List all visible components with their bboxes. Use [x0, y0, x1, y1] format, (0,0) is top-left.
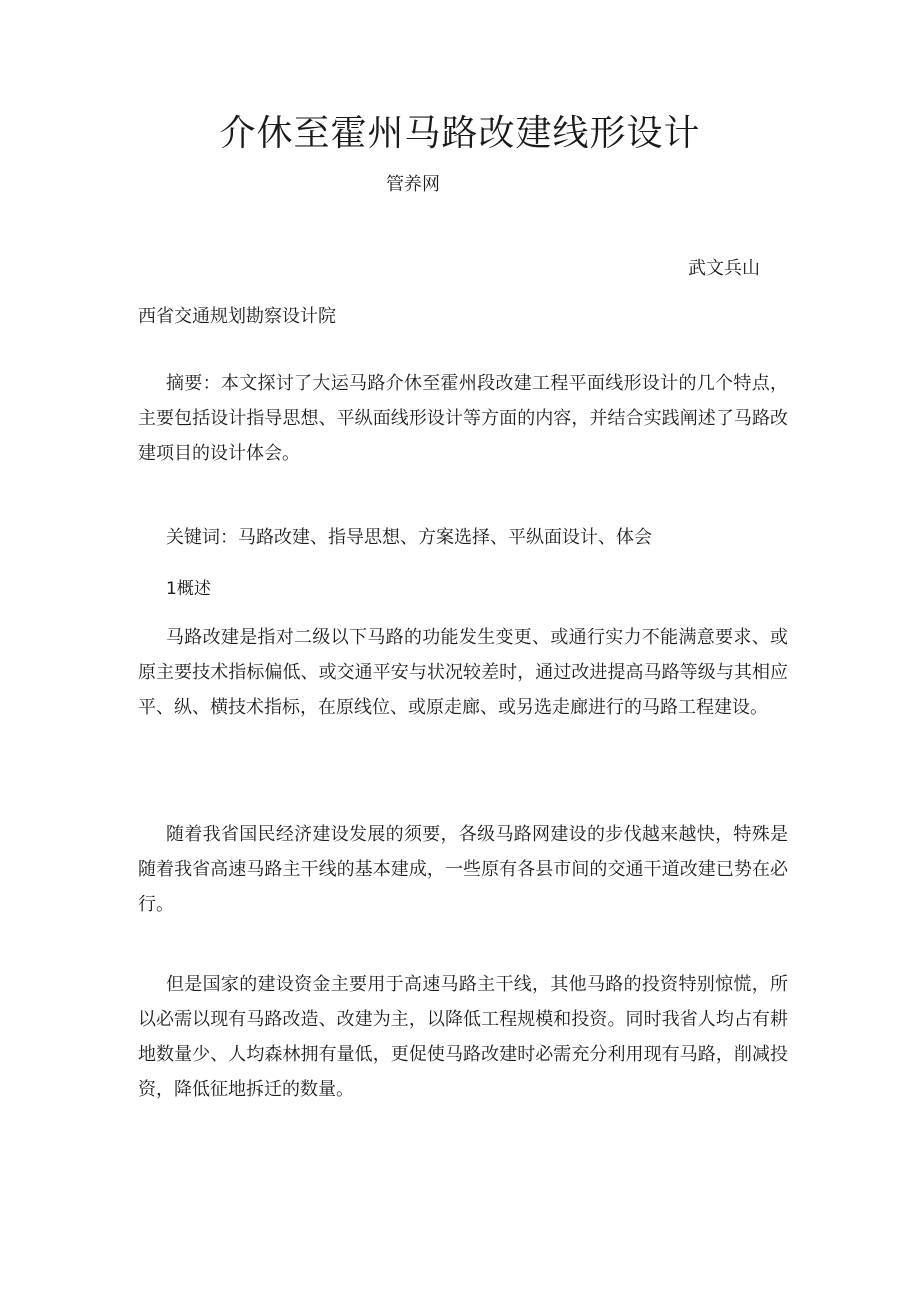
section-heading: 1概述	[166, 579, 211, 599]
source-label: 管养网	[386, 174, 440, 195]
body-paragraph: 随着我省国民经济建设发展的须要，各级马路网建设的步伐越来越快，特殊是随着我省高速马路主干线的基本建成，一些原有各县市间的交通干道改建已势在必行。	[138, 824, 788, 915]
body-paragraph: 马路改建是指对二级以下马路的功能发生变更、或通行实力不能满意要求、或原主要技术指标偏低、或交通平安与状况较差时，通过改进提高马路等级与其相应平、纵、横技术指标，在原线位、或原走廊、或另选走廊进行的马路工程建设。	[138, 627, 788, 718]
keywords-line: 关键词：马路改建、指导思想、方案选择、平纵面设计、体会	[166, 527, 652, 548]
body-paragraph: 但是国家的建设资金主要用于高速马路主干线，其他马路的投资特别惊慌，所以必需以现有马路改造、改建为主，以降低工程规模和投资。同时我省人均占有耕地数量少、人均森林拥有量低，更促使马路改建时必需充分利用现有马路，削减投资，降低征地拆迁的数量。	[138, 974, 788, 1100]
author-name: 武文兵山	[688, 258, 760, 279]
document-title: 介休至霍州马路改建线形设计	[219, 113, 701, 154]
author-affiliation: 西省交通规划勘察设计院	[138, 306, 336, 327]
abstract-paragraph: 摘要：本文探讨了大运马路介休至霍州段改建工程平面线形设计的几个特点，主要包括设计指导思想、平纵面线形设计等方面的内容，并结合实践阐述了马路改建项目的设计体会。	[138, 373, 788, 464]
